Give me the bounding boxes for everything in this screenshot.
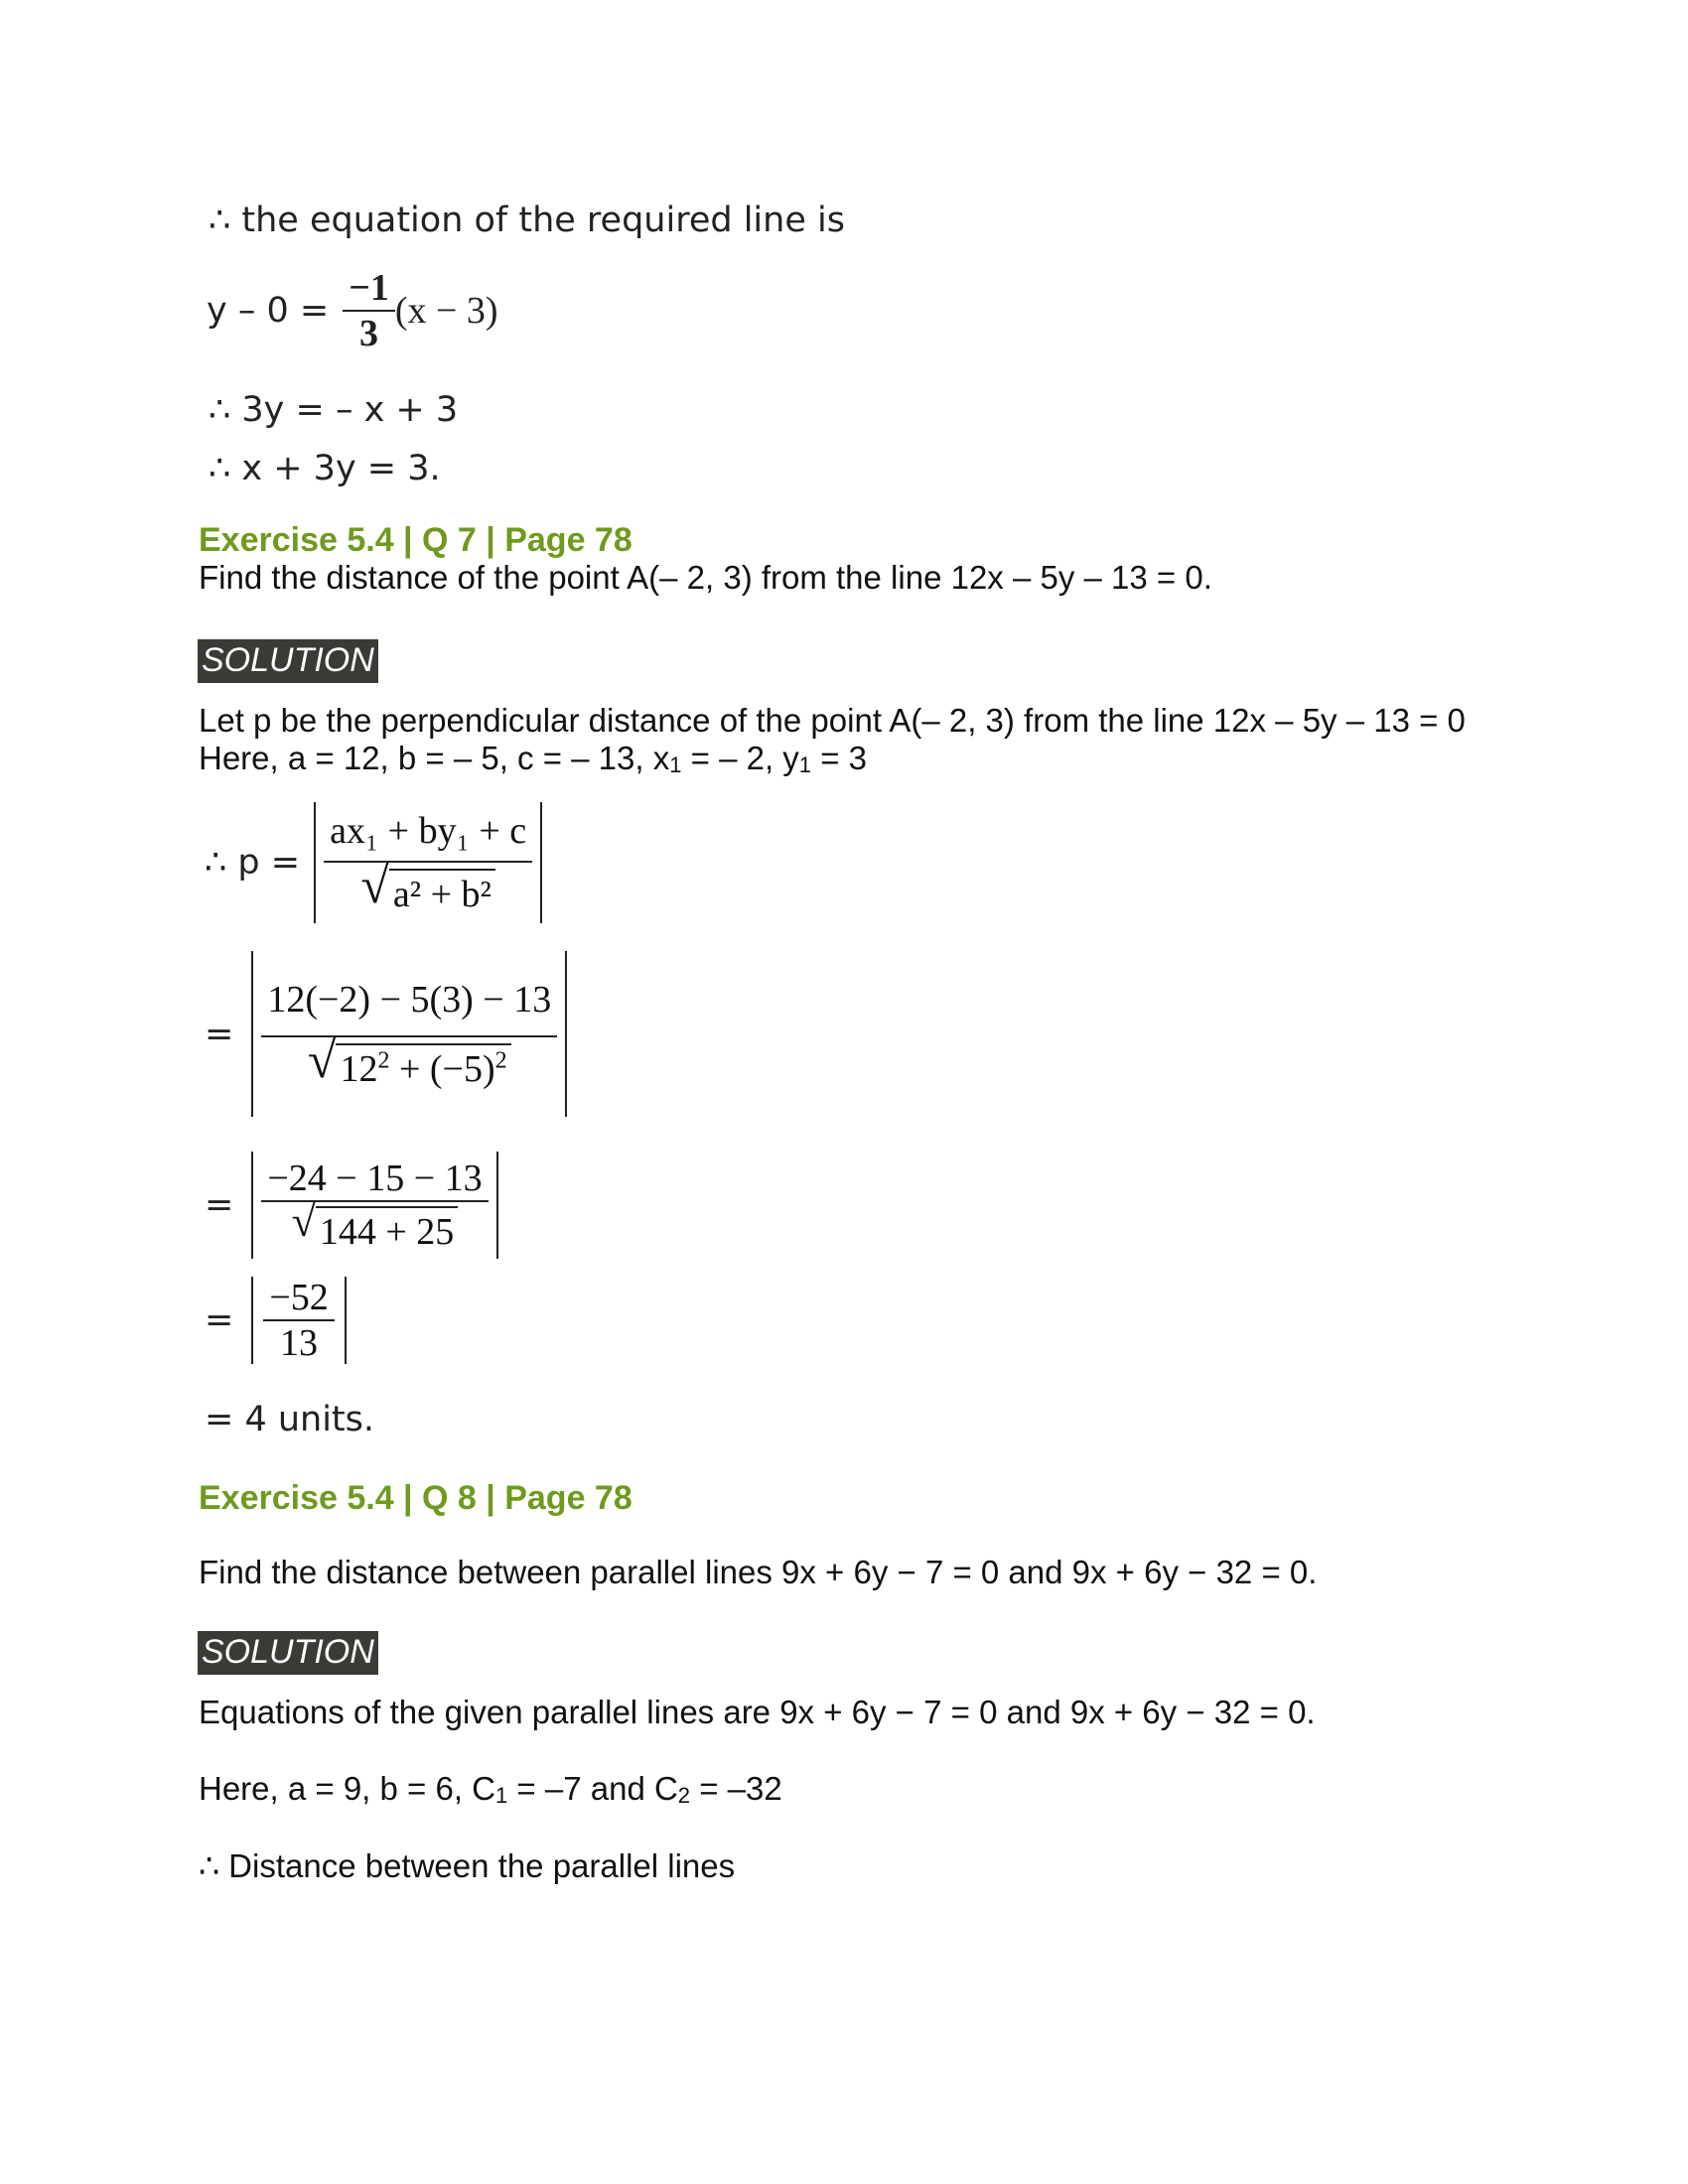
formula-fraction [324,809,532,916]
substitution-denominator: √ $12^2 + (-5)^2$ [302,1037,517,1091]
q7-solution-line-2: Here, a = 12, b = – 5, c = – 13, $x_1$ = – 2, $y_1 = 3$ [199,740,868,777]
question-q7: Find the distance of the point A(– 2, 3) from the line 12x – 5y – 13 = 0. [199,559,1212,596]
simplify-step [205,1152,498,1259]
abs-value-2 [251,951,567,1117]
question-q8: Find the distance between parallel lines 9x + 6y − 7 = 0 and 9x + 6y − 32 = 0. [199,1554,1318,1590]
q8-solution-line-1: Equations of the given parallel lines are 9x + 6y − 7 = 0 and 9x + 6y − 32 = 0. [199,1694,1316,1730]
equals-sign-1: = [205,1014,234,1054]
substitution-step [205,951,567,1117]
solution-label-q7: SOLUTION [198,639,378,683]
exercise-heading-q7: Exercise 5.4 | Q 7 | Page 78 [199,521,633,559]
q7-solution-line-1: Let p be the perpendicular distance of the point A(– 2, 3) from the line 12x – 5y – 13 = 0 [199,702,1466,739]
formula-denominator: √ a² + b² [354,863,501,916]
q8-solution-line-2: Here, a = 9, b = 6, $C_1 = -7$ and $C_2 = -32$ [199,1770,782,1808]
reduce-fraction [263,1276,334,1365]
q7-result: = 4 units. [205,1400,375,1439]
reduce-denominator: 13 [280,1322,319,1364]
exercise-heading-q8: Exercise 5.4 | Q 8 | Page 78 [199,1479,633,1517]
slope-fraction [343,266,395,355]
simplified-equation: ∴ 3y = – x + 3 [209,390,459,430]
required-line-intro: ∴ the equation of the required line is [209,201,845,240]
distance-formula [205,802,542,923]
substitution-radicand: $12^2 + (-5)^2$ [336,1043,510,1091]
simplify-numerator: −24 − 15 − 13 [267,1158,483,1199]
substitution-numerator: 12(−2) − 5(3) − 13 [267,978,552,1021]
equals-sign-3: = [205,1300,234,1340]
abs-value-4 [251,1277,346,1364]
final-equation: ∴ x + 3y = 3. [209,449,441,488]
q8-solution-line-3: ∴ Distance between the parallel lines [199,1847,736,1884]
abs-value-3 [251,1152,497,1259]
equals-sign-2: = [205,1185,234,1225]
line-equation-lhs: y – 0 = [207,291,330,331]
simplify-denominator: √ 144 + 25 [286,1202,465,1254]
slope-numerator: −1 [349,267,389,309]
solution-label-q8: SOLUTION [198,1631,378,1675]
substitution-fraction [261,978,557,1091]
line-equation [207,266,498,355]
line-equation-rest: (x − 3) [394,290,498,332]
simplify-fraction [261,1157,488,1254]
abs-value-1 [314,802,542,923]
p-lhs: ∴ p = [205,843,301,883]
reduce-step [205,1277,347,1364]
formula-radicand: a² + b² [389,869,495,916]
reduce-numerator: −52 [269,1277,329,1318]
simplify-radicand: 144 + 25 [316,1206,458,1254]
slope-denominator: 3 [359,313,379,354]
formula-numerator: ax₁ + by₁ + c [330,810,527,852]
